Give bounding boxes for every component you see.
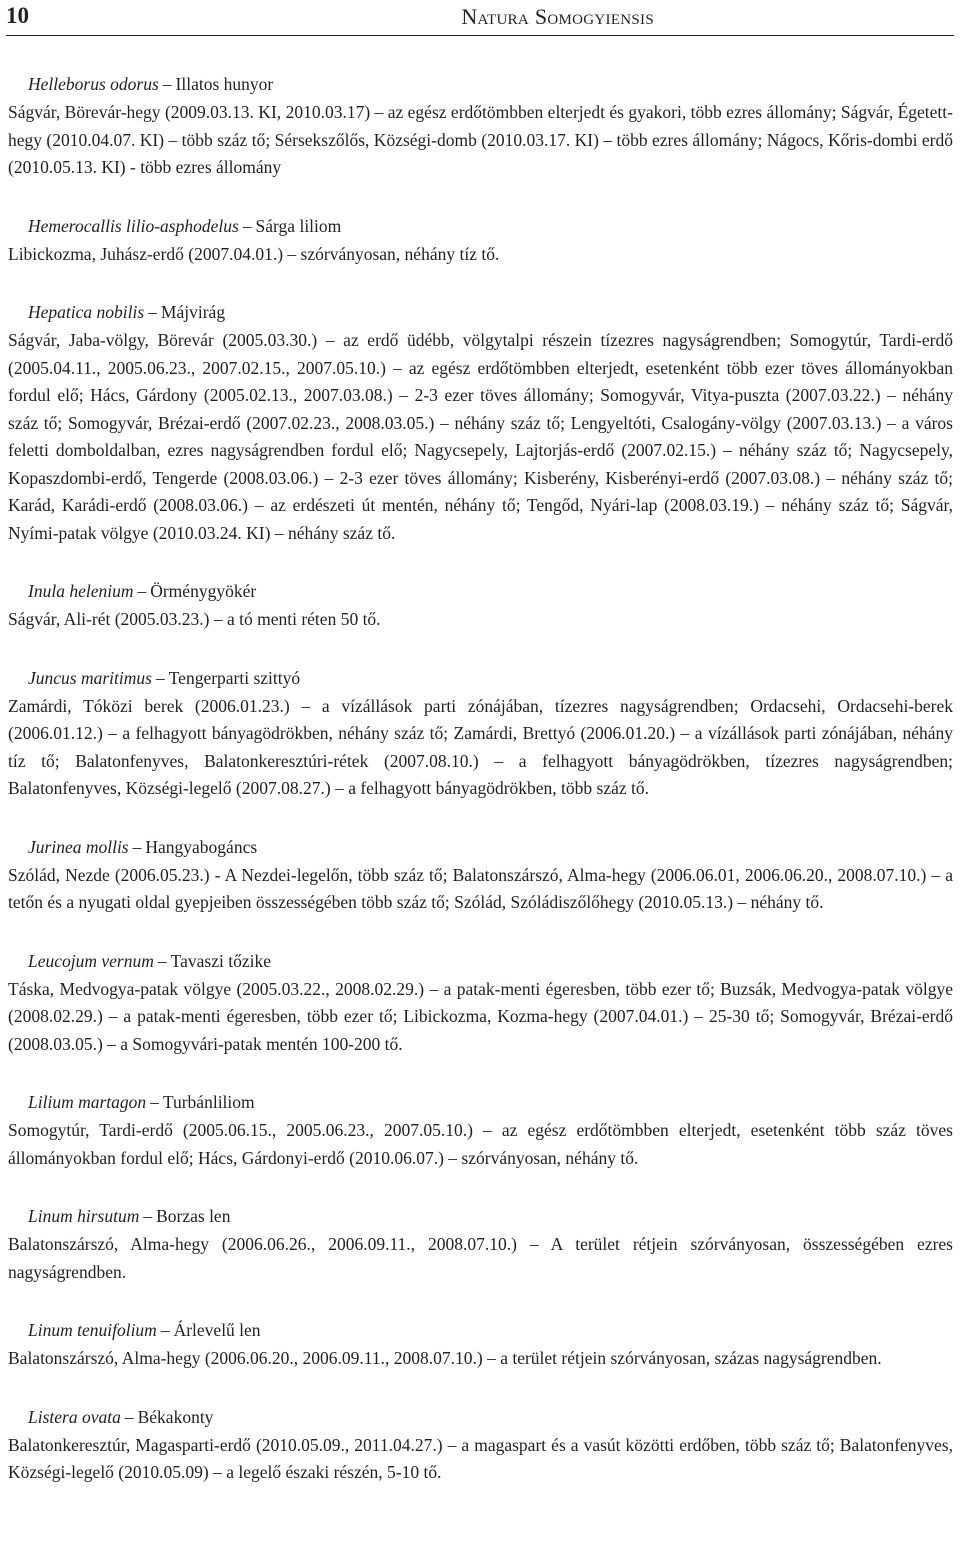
dash-separator: –: [132, 836, 142, 857]
species-heading: [8, 577, 953, 606]
species-heading: [8, 1202, 953, 1231]
latin-name: Listera ovata: [28, 1406, 121, 1427]
species-heading: [8, 70, 953, 99]
species-heading: [8, 664, 953, 693]
latin-name: Linum hirsutum: [28, 1206, 140, 1226]
dash-separator: –: [162, 74, 172, 94]
latin-name: Inula helenium: [28, 581, 134, 601]
species-records: Ságvár, Börevár-hegy (2009.03.13. KI, 2010.03.17) – az egész erdőtömbben elterjedt és gyakori, több ezres állomány; Ságvár, Égetett-hegy (2010.04.07. KI) – több száz tő; Sérsekszőlős, Községi-domb (2010.03.17. KI) – több ezres állomány; Nágocs, Kőris-dombi erdő (2010.05.13. KI) - több ezres állomány: [8, 102, 953, 177]
dash-separator: –: [143, 1206, 153, 1226]
common-name: Májvirág: [160, 302, 226, 322]
species-entry: [8, 1202, 953, 1286]
dash-separator: –: [157, 950, 167, 971]
species-records: Ságvár, Ali-rét (2005.03.23.) – a tó menti réten 50 tő.: [8, 609, 381, 629]
species-records: Balatonkeresztúr, Magasparti-erdő (2010.05.09., 2011.04.27.) – a magaspart és a vasút közötti erdőben, több száz tő; Balatonfenyves, Községi-legelő (2010.05.09) – a legelő északi részén, 5-10 tő.: [8, 1434, 953, 1482]
species-heading: [8, 947, 953, 976]
latin-name: Helleborus odorus: [28, 74, 159, 94]
page-header: [0, 0, 960, 40]
dash-separator: –: [155, 667, 165, 688]
common-name: Örménygyökér: [150, 581, 257, 601]
species-records: Somogytúr, Tardi-erdő (2005.06.15., 2005.06.23., 2007.05.10.) – az egész erdőtömbben elterjedt, esetenként több száz töves állományokban fordul elő; Hács, Gárdonyi-erdő (2010.06.07.) – szórványosan, néhány tő.: [8, 1120, 953, 1168]
journal-title: Natura Somogyiensis: [461, 4, 654, 29]
latin-name: Jurinea mollis: [28, 836, 129, 857]
species-list: [8, 70, 953, 1517]
latin-name: Hepatica nobilis: [28, 302, 145, 322]
latin-name: Hemerocallis lilio-asphodelus: [28, 215, 239, 236]
dash-separator: –: [150, 1092, 159, 1112]
common-name: Békakonty: [137, 1406, 214, 1427]
common-name: Illatos hunyor: [175, 74, 274, 94]
species-records: Ságvár, Jaba-völgy, Börevár (2005.03.30.) – az erdő üdébb, völgytalpi részein tízezres nagyságrendben; Somogytúr, Tardi-erdő (2005.04.11., 2005.06.23., 2007.02.15., 2007.05.10.) – az egész erdőtömbben elterjedt, esetenként több ezer töves állományokban fordul elő; Hács, Gárdony (2005.02.13., 2007.03.08.) – 2-3 ezer töves állomány; Somogyvár, Vitya-puszta (2007.03.22.) – néhány száz tő; Somogyvár, Brézai-erdő (2007.02.23., 2008.03.05.) – néhány száz tő; Lengyeltóti, Csalogány-völgy (2007.03.13.) – a város feletti domboldalban, ezres nagyságrendben fordul elő; Nagycsepely, Lajtorjás-erdő (2007.02.15.) – néhány száz tő; Nagycsepely, Kopaszdombi-erdő, Tengerde (2008.03.06.) – 2-3 ezer töves állomány; Kisberény, Kisberényi-erdő (2007.03.08.) – néhány száz tő; Karád, Karádi-erdő (2008.03.06.) – az erdészeti út mentén, néhány tő; Tengőd, Nyári-lap (2008.03.19.) – néhány száz tő; Ságvár, Nyími-patak völgye (2010.03.24. KI) – néhány száz tő.: [8, 330, 953, 543]
dash-separator: –: [137, 581, 147, 601]
latin-name: Juncus maritimus: [28, 667, 152, 688]
species-heading: [8, 833, 953, 862]
species-entry: [8, 298, 953, 547]
species-entry: [8, 70, 953, 182]
latin-name: Linum tenuifolium: [28, 1320, 157, 1340]
species-records: Táska, Medvogya-patak völgye (2005.03.22., 2008.02.29.) – a patak-menti égeresben, több ezer tő; Buzsák, Medvogya-patak völgye (2008.02.29.) – a patak-menti égeresben, több ezer tő; Libickozma, Kozma-hegy (2007.04.01.) – 25-30 tő; Somogyvár, Brézai-erdő (2008.03.05.) – a Somogyvári-patak mentén 100-200 tő.: [8, 978, 953, 1054]
species-entry: [8, 1403, 953, 1487]
species-heading: [8, 1088, 953, 1117]
dash-separator: –: [148, 302, 157, 322]
species-heading: [8, 212, 953, 241]
species-entry: [8, 577, 953, 634]
common-name: Turbánliliom: [162, 1092, 255, 1112]
species-entry: [8, 1088, 953, 1172]
dash-separator: –: [160, 1320, 170, 1340]
species-entry: [8, 833, 953, 917]
common-name: Borzas len: [156, 1206, 231, 1226]
species-records: Balatonszárszó, Alma-hegy (2006.06.26., 2006.09.11., 2008.07.10.) – A terület rétjein szórványosan, összességében ezres nagyságrendben.: [8, 1234, 953, 1282]
species-records: Zamárdi, Tóközi berek (2006.01.23.) – a vízállások parti zónájában, tízezres nagyságrendben; Ordacsehi, Ordacsehi-berek (2006.01.12.) – a felhagyott bányagödrökben, néhány száz tő; Zamárdi, Brettyó (2006.01.20.) – a vízállások parti zónájában, néhány tíz tő; Balatonfenyves, Balatonkeresztúri-rétek (2007.08.10.) – a felhagyott bányagödrökben, tízezres nagyságrendben; Balatonfenyves, Községi-legelő (2007.08.27.) – a felhagyott bányagödrökben, több száz tő.: [8, 695, 953, 798]
header-rule: [6, 35, 954, 36]
page-number: 10: [6, 3, 29, 28]
species-entry: [8, 664, 953, 803]
dash-separator: –: [124, 1406, 134, 1427]
species-entry: [8, 212, 953, 269]
dash-separator: –: [242, 215, 252, 236]
common-name: Sárga liliom: [255, 215, 342, 236]
latin-name: Lilium martagon: [28, 1092, 147, 1112]
species-entry: [8, 1316, 953, 1373]
common-name: Árlevelű len: [173, 1320, 261, 1340]
species-heading: [8, 1316, 953, 1345]
common-name: Tengerparti szittyó: [168, 667, 301, 688]
species-records: Balatonszárszó, Alma-hegy (2006.06.20., 2006.09.11., 2008.07.10.) – a terület rétjein szórványosan, százas nagyságrendben.: [8, 1348, 882, 1368]
common-name: Tavaszi tőzike: [170, 950, 271, 971]
common-name: Hangyabogáncs: [145, 836, 258, 857]
species-records: Szólád, Nezde (2006.05.23.) - A Nezdei-legelőn, több száz tő; Balatonszárszó, Alma-hegy (2006.06.01, 2006.06.20., 2008.07.10.) – a tetőn és a nyugati oldal gyepjeiben összességében több száz tő; Szólád, Szóládiszőlőhegy (2010.05.13.) – néhány tő.: [8, 864, 953, 912]
species-records: Libickozma, Juhász-erdő (2007.04.01.) – szórványosan, néhány tíz tő.: [8, 243, 500, 264]
species-entry: [8, 947, 953, 1059]
species-heading: [8, 1403, 953, 1432]
latin-name: Leucojum vernum: [28, 950, 154, 971]
species-heading: [8, 298, 953, 327]
